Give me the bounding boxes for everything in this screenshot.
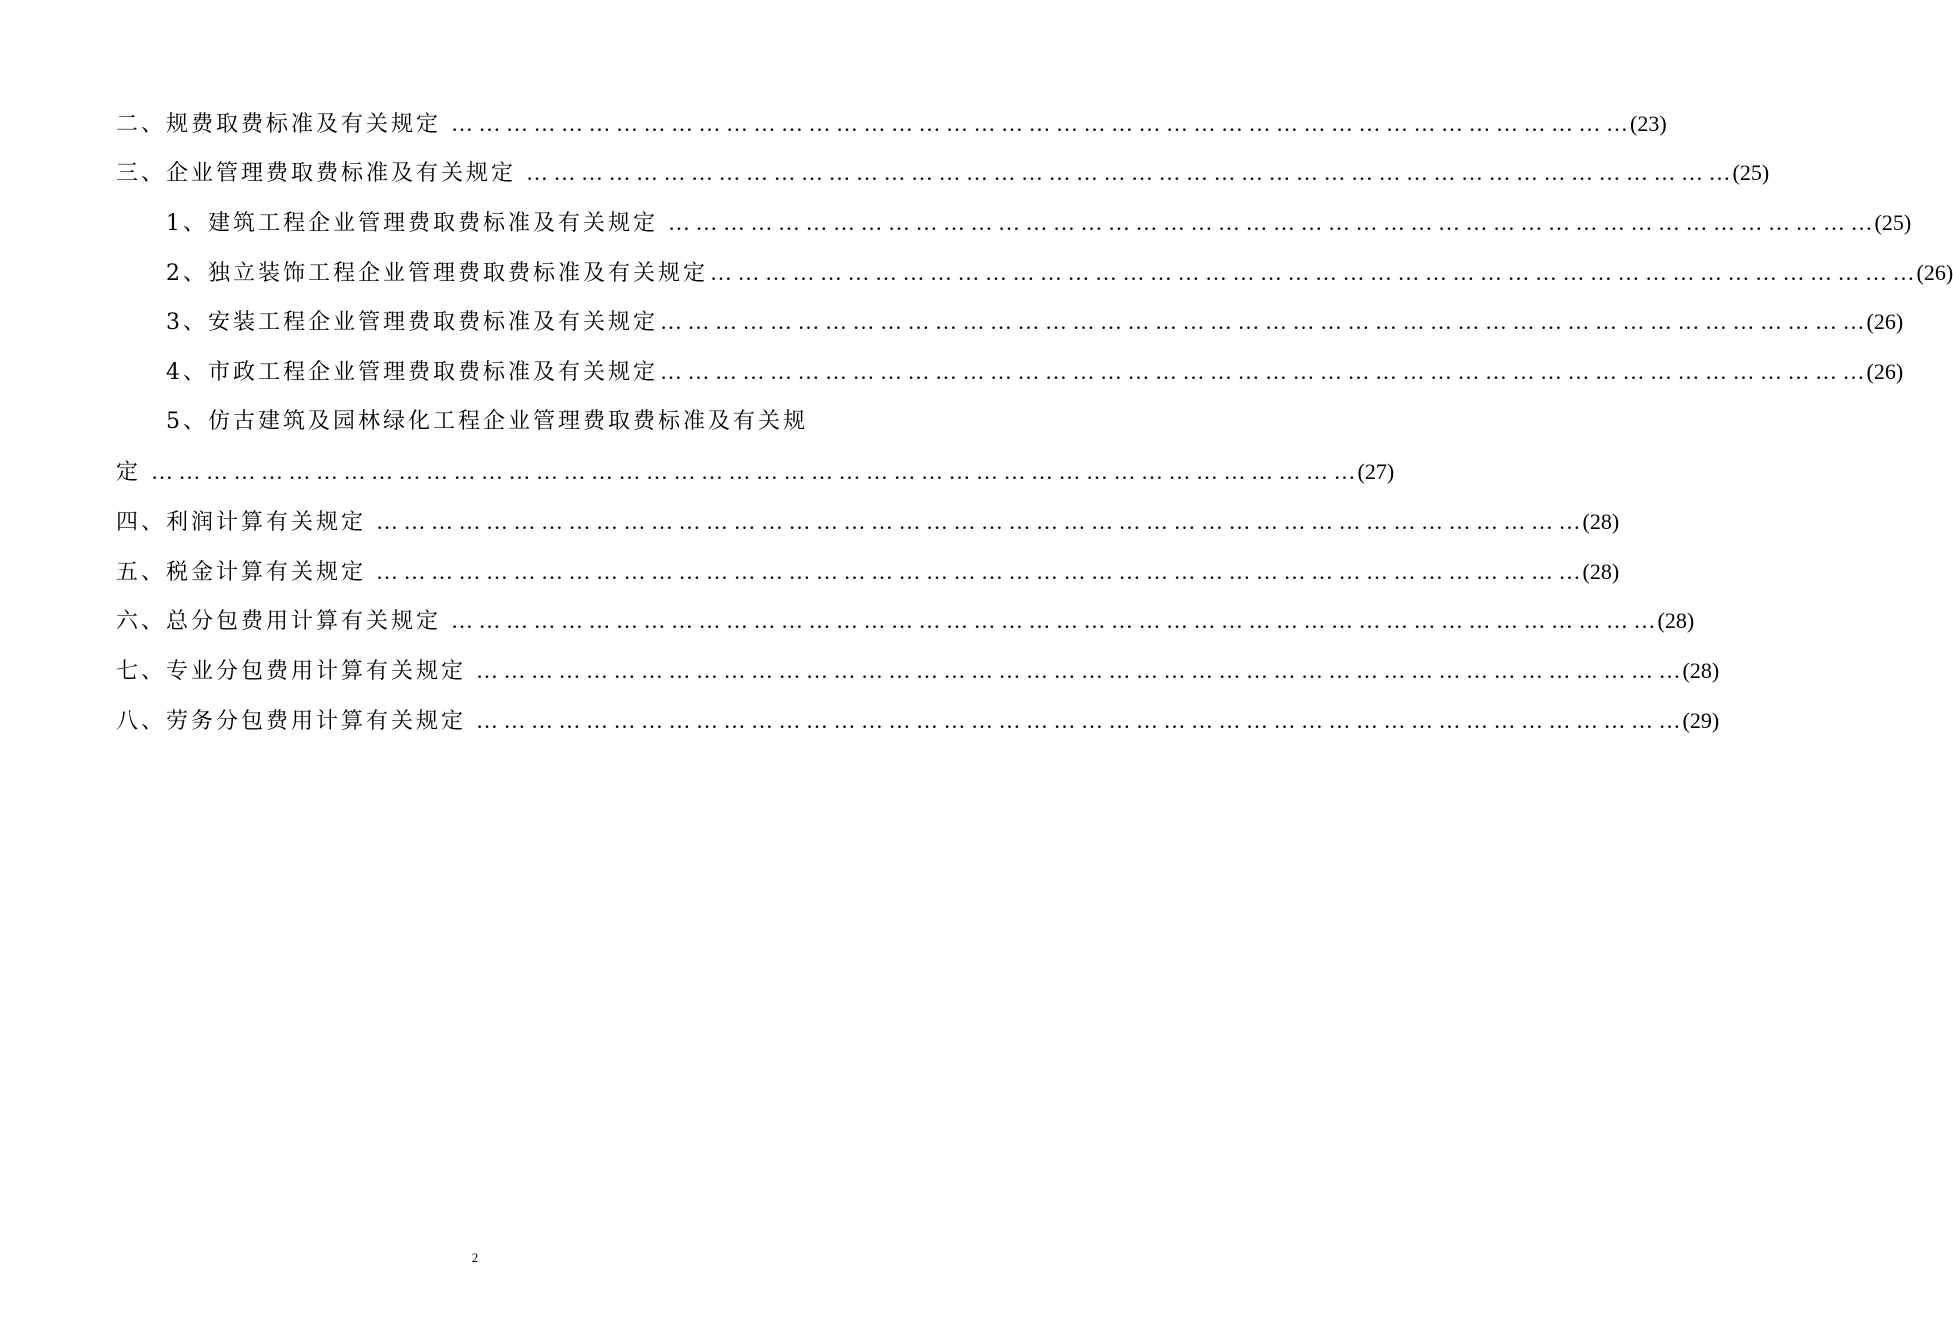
toc-entry-page: (25) bbox=[1732, 160, 1770, 185]
toc-entry bbox=[166, 304, 1904, 340]
toc-entry-page: (28) bbox=[1582, 509, 1620, 534]
toc-entry-title-line1: 5、仿古建筑及园林绿化工程企业管理费取费标准及有关规 bbox=[166, 409, 808, 434]
toc-entry-page: (28) bbox=[1682, 658, 1720, 683]
toc-entry-page: (28) bbox=[1657, 608, 1695, 633]
toc-leader: … … … … … … … … … … … … … … … … … … … … … … … … … … … … … … … … … … … … … … … … … … … … bbox=[660, 359, 1865, 384]
toc-entry bbox=[116, 603, 1695, 639]
toc-entry-title: 五、税金计算有关规定 bbox=[116, 560, 367, 585]
toc-entry-title: 二、规费取费标准及有关规定 bbox=[116, 112, 442, 137]
toc-entry bbox=[116, 504, 1620, 540]
toc-entry-page: (26) bbox=[1866, 309, 1904, 334]
toc-leader: … … … … … … … … … … … … … … … … … … … … … … … … … … … … … … … … … … … … … … … … … … … … bbox=[151, 459, 1356, 484]
toc-entry-title: 六、总分包费用计算有关规定 bbox=[116, 609, 442, 634]
toc-entry-title: 2、独立装饰工程企业管理费取费标准及有关规定 bbox=[166, 261, 708, 286]
toc-entry bbox=[116, 554, 1620, 590]
toc-entry-page: (29) bbox=[1682, 708, 1720, 733]
toc-entry-title-line2: 定 bbox=[116, 460, 142, 485]
toc-entry-title: 八、劳务分包费用计算有关规定 bbox=[116, 709, 467, 734]
toc-entry bbox=[116, 155, 1770, 191]
page-number: 2 bbox=[471, 1250, 479, 1265]
toc-entry bbox=[166, 354, 1904, 390]
toc-entry-page: (28) bbox=[1582, 559, 1620, 584]
toc-entry-page: (26) bbox=[1916, 260, 1953, 285]
toc-entry bbox=[116, 653, 1720, 689]
toc-entry-page: (26) bbox=[1866, 359, 1904, 384]
toc-leader: … … … … … … … … … … … … … … … … … … … … … … … … … … … … … … … … … … … … … … … … … … … … bbox=[476, 658, 1681, 683]
toc-entry-title: 4、市政工程企业管理费取费标准及有关规定 bbox=[166, 360, 658, 385]
toc-entry-page: (23) bbox=[1630, 111, 1667, 136]
toc-entry bbox=[116, 106, 1667, 142]
toc-entry bbox=[166, 205, 1912, 241]
toc-leader: … … … … … … … … … … … … … … … … … … … … … … … … … … … … … … … … … … … … … … … … … … … … bbox=[668, 210, 1873, 235]
toc-entry-title: 七、专业分包费用计算有关规定 bbox=[116, 659, 467, 684]
toc-leader: … … … … … … … … … … … … … … … … … … … … … … … … … … … … … … … … … … … … … … … … … … … … bbox=[660, 309, 1865, 334]
toc-entry-title: 四、利润计算有关规定 bbox=[116, 510, 367, 535]
toc-leader: … … … … … … … … … … … … … … … … … … … … … … … … … … … … … … … … … … … … … … … … … … … … bbox=[526, 160, 1731, 185]
toc-leader: … … … … … … … … … … … … … … … … … … … … … … … … … … … … … … … … … … … … … … … … … … … … bbox=[451, 608, 1656, 633]
toc-entry-page: (25) bbox=[1874, 210, 1912, 235]
toc-entry bbox=[116, 454, 1395, 490]
toc-entry bbox=[166, 255, 1953, 291]
toc-leader: … … … … … … … … … … … … … … … … … … … … … … … … … … … … … … … … … … … … … … … … … … … … bbox=[476, 708, 1681, 733]
toc-leader: … … … … … … … … … … … … … … … … … … … … … … … … … … … … … … … … … … … … … … … … … … … … bbox=[376, 559, 1581, 584]
toc-entry-title: 1、建筑工程企业管理费取费标准及有关规定 bbox=[166, 211, 658, 236]
toc-leader: … … … … … … … … … … … … … … … … … … … … … … … … … … … … … … … … … … … … … … … … … … … … bbox=[376, 509, 1581, 534]
toc-entry-title: 三、企业管理费取费标准及有关规定 bbox=[116, 161, 517, 186]
toc-entry-page: (27) bbox=[1357, 459, 1395, 484]
toc-leader: … … … … … … … … … … … … … … … … … … … … … … … … … … … … … … … … … … … … … … … … … … … … bbox=[710, 260, 1915, 285]
toc-entry-title: 3、安装工程企业管理费取费标准及有关规定 bbox=[166, 310, 658, 335]
toc-entry bbox=[116, 703, 1720, 739]
toc-leader: … … … … … … … … … … … … … … … … … … … … … … … … … … … … … … … … … … … … … … … … … … … bbox=[451, 111, 1629, 136]
